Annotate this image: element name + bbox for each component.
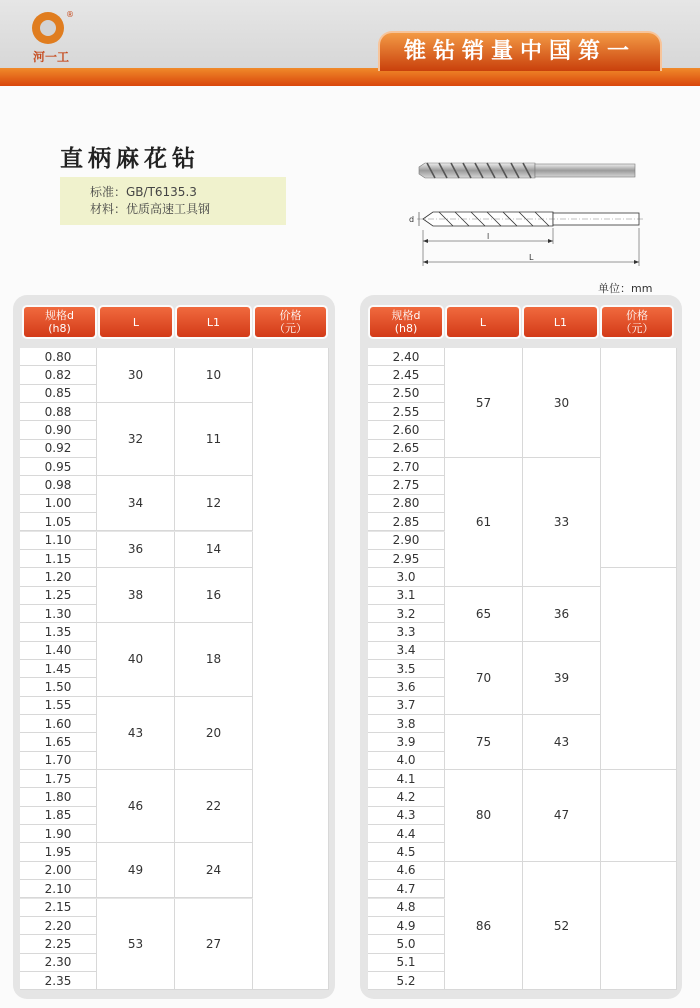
size-cell: 1.85 [20, 807, 97, 825]
size-cell: 3.4 [368, 642, 445, 660]
size-cell: 4.0 [368, 752, 445, 770]
size-cell: 1.35 [20, 623, 97, 641]
flute-length-cell: 43 [523, 715, 601, 770]
length-cell: 65 [445, 587, 523, 642]
size-cell: 2.95 [368, 550, 445, 568]
size-cell: 3.6 [368, 678, 445, 696]
size-cell: 2.25 [20, 935, 97, 953]
size-cell: 1.00 [20, 495, 97, 513]
size-cell: 2.55 [368, 403, 445, 421]
size-cell: 4.6 [368, 862, 445, 880]
size-cell: 0.92 [20, 440, 97, 458]
size-cell: 2.65 [368, 440, 445, 458]
flute-length-cell: 11 [175, 403, 253, 476]
right-header-price: 价格 （元） [600, 305, 674, 339]
size-cell: 1.20 [20, 568, 97, 586]
flute-length-cell: 20 [175, 697, 253, 770]
drill-photo [419, 163, 635, 178]
size-cell: 3.2 [368, 605, 445, 623]
size-cell: 1.75 [20, 770, 97, 788]
length-cell: 40 [97, 623, 175, 696]
diagram-label-l: l [487, 232, 490, 241]
flute-length-cell: 39 [523, 642, 601, 715]
size-cell: 2.50 [368, 385, 445, 403]
size-cell: 0.90 [20, 421, 97, 439]
size-cell: 2.20 [20, 917, 97, 935]
size-cell: 3.7 [368, 697, 445, 715]
size-cell: 4.4 [368, 825, 445, 843]
length-cell: 80 [445, 770, 523, 862]
price-cell [601, 348, 677, 568]
size-cell: 3.1 [368, 587, 445, 605]
left-header-L: L [98, 305, 174, 339]
size-cell: 2.45 [368, 366, 445, 384]
price-cell [601, 770, 677, 862]
price-cell [601, 568, 677, 770]
size-cell: 2.35 [20, 972, 97, 990]
size-cell: 4.8 [368, 899, 445, 917]
size-cell: 1.05 [20, 513, 97, 531]
size-cell: 5.1 [368, 954, 445, 972]
size-cell: 4.7 [368, 880, 445, 898]
flute-length-cell: 18 [175, 623, 253, 696]
size-cell: 4.2 [368, 788, 445, 806]
size-cell: 5.2 [368, 972, 445, 990]
size-cell: 5.0 [368, 935, 445, 953]
size-cell: 1.70 [20, 752, 97, 770]
slogan-tab: 锥钻销量中国第一 [378, 31, 662, 71]
length-cell: 34 [97, 476, 175, 531]
length-cell: 36 [97, 532, 175, 569]
size-cell: 2.70 [368, 458, 445, 476]
size-cell: 1.80 [20, 788, 97, 806]
flute-length-cell: 27 [175, 899, 253, 991]
size-cell: 0.95 [20, 458, 97, 476]
header-bar [0, 0, 700, 86]
size-cell: 2.85 [368, 513, 445, 531]
size-cell: 2.15 [20, 899, 97, 917]
length-cell: 53 [97, 899, 175, 991]
spec-box [60, 177, 286, 225]
brand-logo [20, 10, 80, 72]
size-cell: 4.1 [368, 770, 445, 788]
size-cell: 1.15 [20, 550, 97, 568]
size-cell: 1.95 [20, 843, 97, 861]
size-cell: 1.10 [20, 532, 97, 550]
material-text: 材料：优质高速工具钢 [90, 202, 211, 216]
size-cell: 2.60 [368, 421, 445, 439]
size-cell: 1.60 [20, 715, 97, 733]
flute-length-cell: 12 [175, 476, 253, 531]
length-cell: 86 [445, 862, 523, 990]
size-cell: 1.55 [20, 697, 97, 715]
diagram-label-L: L [529, 253, 534, 262]
size-cell: 0.80 [20, 348, 97, 366]
flute-length-cell: 30 [523, 348, 601, 458]
right-header-L1: L1 [522, 305, 599, 339]
size-cell: 0.82 [20, 366, 97, 384]
size-cell: 4.5 [368, 843, 445, 861]
left-header-size: 规格d (h8) [22, 305, 97, 339]
unit-label: 单位：mm [598, 282, 653, 295]
size-cell: 1.30 [20, 605, 97, 623]
price-cell [253, 348, 329, 990]
size-cell: 3.9 [368, 733, 445, 751]
flute-length-cell: 24 [175, 843, 253, 898]
drill-diagram [405, 160, 653, 272]
size-cell: 3.3 [368, 623, 445, 641]
logo-mark-icon [32, 12, 64, 44]
size-cell: 3.5 [368, 660, 445, 678]
length-cell: 46 [97, 770, 175, 843]
length-cell: 30 [97, 348, 175, 403]
size-cell: 1.25 [20, 587, 97, 605]
size-cell: 2.30 [20, 954, 97, 972]
right-header-L: L [445, 305, 521, 339]
flute-length-cell: 10 [175, 348, 253, 403]
size-cell: 0.88 [20, 403, 97, 421]
length-cell: 43 [97, 697, 175, 770]
length-cell: 49 [97, 843, 175, 898]
size-cell: 3.0 [368, 568, 445, 586]
length-cell: 70 [445, 642, 523, 715]
product-title: 直柄麻花钻 [60, 146, 200, 172]
brand-name: 河一工 [32, 50, 69, 64]
size-cell: 1.90 [20, 825, 97, 843]
left-header-price: 价格 （元） [253, 305, 328, 339]
length-cell: 32 [97, 403, 175, 476]
right-header-size: 规格d (h8) [368, 305, 444, 339]
size-cell: 2.40 [368, 348, 445, 366]
diagram-label-d: d [409, 215, 415, 224]
flute-length-cell: 22 [175, 770, 253, 843]
size-cell: 2.00 [20, 862, 97, 880]
size-cell: 1.45 [20, 660, 97, 678]
flute-length-cell: 47 [523, 770, 601, 862]
flute-length-cell: 52 [523, 862, 601, 990]
flute-length-cell: 33 [523, 458, 601, 586]
size-cell: 1.40 [20, 642, 97, 660]
standard-text: 标准：GB/T6135.3 [90, 185, 197, 199]
flute-length-cell: 14 [175, 532, 253, 569]
length-cell: 38 [97, 568, 175, 623]
length-cell: 61 [445, 458, 523, 586]
drill-drawing [409, 212, 645, 266]
size-cell: 2.90 [368, 532, 445, 550]
size-cell: 4.9 [368, 917, 445, 935]
size-cell: 3.8 [368, 715, 445, 733]
size-cell: 4.3 [368, 807, 445, 825]
left-header-L1: L1 [175, 305, 252, 339]
size-cell: 2.75 [368, 476, 445, 494]
length-cell: 57 [445, 348, 523, 458]
price-cell [601, 862, 677, 990]
flute-length-cell: 36 [523, 587, 601, 642]
length-cell: 75 [445, 715, 523, 770]
size-cell: 2.10 [20, 880, 97, 898]
size-cell: 0.98 [20, 476, 97, 494]
size-cell: 1.65 [20, 733, 97, 751]
size-cell: 1.50 [20, 678, 97, 696]
size-cell: 2.80 [368, 495, 445, 513]
registered-mark: ® [66, 10, 74, 19]
flute-length-cell: 16 [175, 568, 253, 623]
size-cell: 0.85 [20, 385, 97, 403]
